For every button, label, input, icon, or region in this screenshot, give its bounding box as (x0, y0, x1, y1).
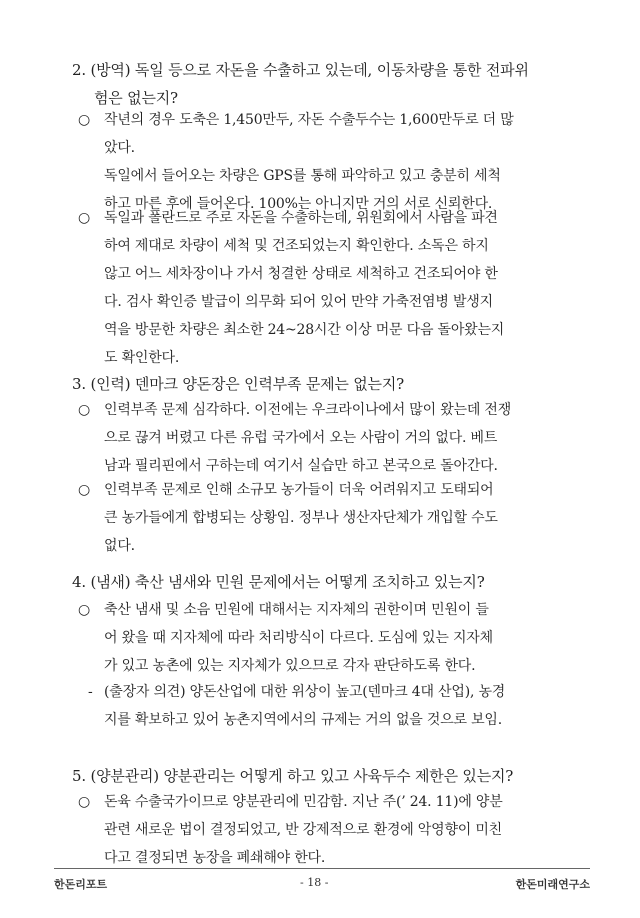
answer-item (78, 476, 592, 560)
circle-bullet-icon: ○ (78, 210, 91, 226)
answer-line: 독일과 폴란드로 주로 자돈을 수출하는데, 위원회에서 사람을 파견 (104, 210, 498, 226)
answer-line: 돈육 수출국가이므로 양분관리에 민감함. 지난 주(’ 24. 11)에 양분 (104, 794, 503, 810)
answer-line: 다고 결정되면 농장을 폐쇄해야 한다. (104, 850, 326, 866)
question-4 (72, 568, 592, 596)
answer-line: 독일에서 들어오는 차량은 GPS를 통해 파악하고 있고 충분히 세척 (104, 168, 501, 184)
answer-line: 으로 끊겨 버렸고 다른 유럽 국가에서 오는 사람이 거의 없다. 베트 (104, 430, 498, 446)
circle-bullet-icon: ○ (78, 794, 91, 810)
answer-line: 않고 어느 세차장이나 가서 청결한 상태로 세척하고 건조되어야 한 (104, 266, 498, 282)
question-line: 5. (양분관리) 양분관리는 어떻게 하고 있고 사육두수 제한은 있는지? (72, 767, 514, 785)
footer-institute: 한돈미래연구소 (515, 878, 590, 891)
answer-line: 없다. (104, 538, 135, 554)
dash-bullet-icon: - (88, 684, 93, 700)
answer-line: 도 확인한다. (104, 350, 180, 366)
question-line: 4. (냄새) 축산 냄새와 민원 문제에서는 어떻게 조치하고 있는지? (72, 573, 485, 591)
answer-item (78, 204, 592, 372)
question-line: 3. (인력) 덴마크 양돈장은 인력부족 문제는 없는지? (72, 375, 404, 393)
answer-line: 다. 검사 확인증 발급이 의무화 되어 있어 만약 가축전염병 발생지 (104, 294, 493, 310)
page-number: - 18 - (300, 876, 329, 889)
answer-line: 하여 제대로 차량이 세척 및 건조되었는지 확인한다. 소독은 하지 (104, 238, 489, 254)
circle-bullet-icon: ○ (78, 602, 91, 618)
answer-line: 인력부족 문제 심각하다. 이전에는 우크라이나에서 많이 왔는데 전쟁 (104, 402, 512, 418)
footer-divider (54, 868, 590, 869)
answer-line: 았다. (104, 140, 135, 156)
opinion-item (88, 678, 592, 734)
answer-item (78, 788, 592, 872)
answer-item (78, 396, 592, 480)
answer-line: (출장자 의견) 양돈산업에 대한 위상이 높고(덴마크 4대 산업), 농경 (104, 684, 506, 700)
question-line: 2. (방역) 독일 등으로 자돈을 수출하고 있는데, 이동차량을 통한 전파위 (72, 61, 529, 79)
circle-bullet-icon: ○ (78, 482, 91, 498)
circle-bullet-icon: ○ (78, 112, 91, 128)
answer-line: 하고 마른 후에 들어온다. 100%는 아니지만 거의 서로 신뢰한다. (104, 196, 493, 212)
question-5 (72, 762, 592, 790)
answer-line: 어 왔을 때 지자체에 따라 처리방식이 다르다. 도심에 있는 지자체 (104, 630, 493, 646)
answer-item (78, 596, 592, 680)
answer-line: 가 있고 농촌에 있는 지자체가 있으므로 각자 판단하도록 한다. (104, 658, 476, 674)
answer-line: 지를 확보하고 있어 농촌지역에서의 규제는 거의 없을 것으로 보임. (104, 712, 502, 728)
question-line: 험은 없는지? (94, 89, 178, 107)
answer-line: 축산 냄새 및 소음 민원에 대해서는 지자체의 권한이며 민원이 들 (104, 602, 489, 618)
answer-line: 역을 방문한 차량은 최소한 24~28시간 이상 머문 다음 돌아왔는지 (104, 322, 505, 338)
answer-item (78, 106, 592, 218)
answer-line: 인력부족 문제로 인해 소규모 농가들이 더욱 어려워지고 도태되어 (104, 482, 494, 498)
question-2 (72, 56, 592, 112)
question-3 (72, 370, 592, 398)
answer-line: 작년의 경우 도축은 1,450만두, 자돈 수출두수는 1,600만두로 더 많 (104, 112, 514, 128)
answer-line: 남과 필리핀에서 구하는데 여기서 실습만 하고 본국으로 돌아간다. (104, 458, 498, 474)
answer-line: 관련 새로운 법이 결정되었고, 반 강제적으로 환경에 악영향이 미친 (104, 822, 502, 838)
answer-line: 큰 농가들에게 합병되는 상황임. 정부나 생산자단체가 개입할 수도 (104, 510, 498, 526)
circle-bullet-icon: ○ (78, 402, 91, 418)
footer-publication: 한돈리포트 (54, 878, 108, 891)
